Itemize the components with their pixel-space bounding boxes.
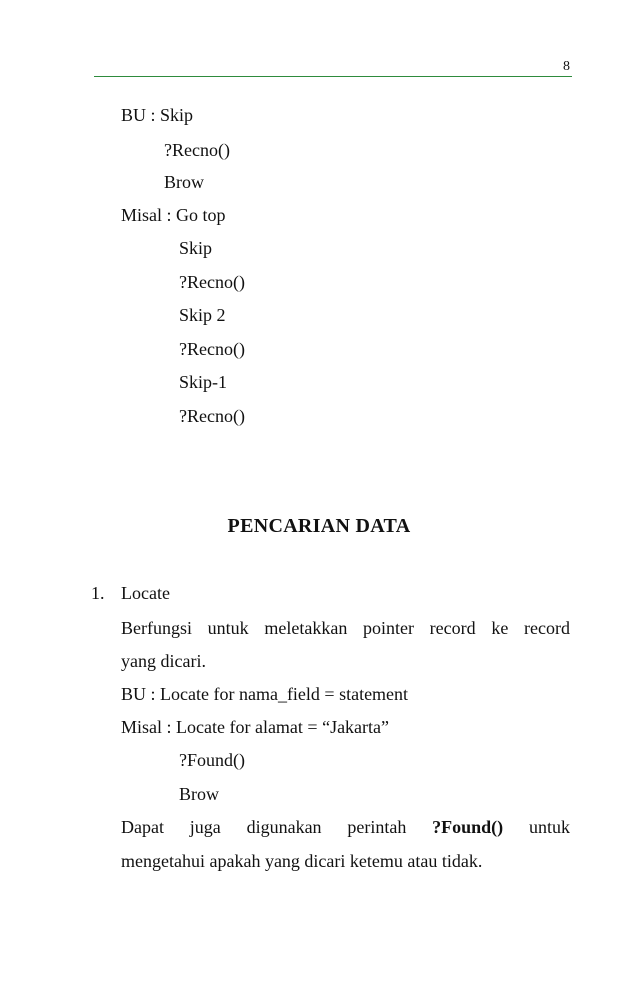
- header-rule: [94, 76, 572, 77]
- code-line: ?Recno(): [179, 272, 245, 292]
- code-line: ?Found(): [179, 750, 245, 770]
- code-line: Skip 2: [179, 305, 226, 325]
- note-line-2: mengetahui apakah yang dicari ketemu atau tidak.: [121, 851, 483, 871]
- bu-locate-line: BU : Locate for nama_field = statement: [121, 684, 409, 704]
- page-number: 8: [563, 59, 570, 74]
- list-item-title: Locate: [121, 583, 170, 603]
- word: ke: [491, 618, 509, 638]
- found-function-bold: ?Found(): [432, 817, 504, 837]
- word: record: [523, 618, 570, 638]
- description-line-2: yang dicari.: [121, 651, 206, 671]
- misal-go-top-line: Misal : Go top: [121, 205, 226, 225]
- word: record: [429, 618, 476, 638]
- code-line: ?Recno(): [179, 406, 245, 426]
- note-line-1: [121, 816, 570, 838]
- word: Dapat: [121, 817, 164, 837]
- description-line-1: [121, 617, 570, 639]
- code-line: Brow: [164, 172, 204, 192]
- code-line: Skip-1: [179, 372, 228, 392]
- word: meletakkan: [264, 618, 348, 638]
- list-item-number: 1.: [91, 583, 105, 603]
- code-line: Skip: [179, 238, 213, 258]
- word: juga: [189, 817, 221, 837]
- word: untuk: [207, 618, 249, 638]
- code-line: Brow: [179, 784, 219, 804]
- word: digunakan: [246, 817, 322, 837]
- word: Berfungsi: [121, 618, 192, 638]
- code-line: ?Recno(): [164, 140, 230, 160]
- code-line: ?Recno(): [179, 339, 245, 359]
- misal-locate-line: Misal : Locate for alamat = “Jakarta”: [121, 717, 390, 737]
- section-heading: PENCARIAN DATA: [227, 515, 411, 537]
- word: untuk: [528, 817, 570, 837]
- bu-skip-line: BU : Skip: [121, 105, 194, 125]
- word: perintah: [347, 817, 407, 837]
- word: pointer: [363, 618, 414, 638]
